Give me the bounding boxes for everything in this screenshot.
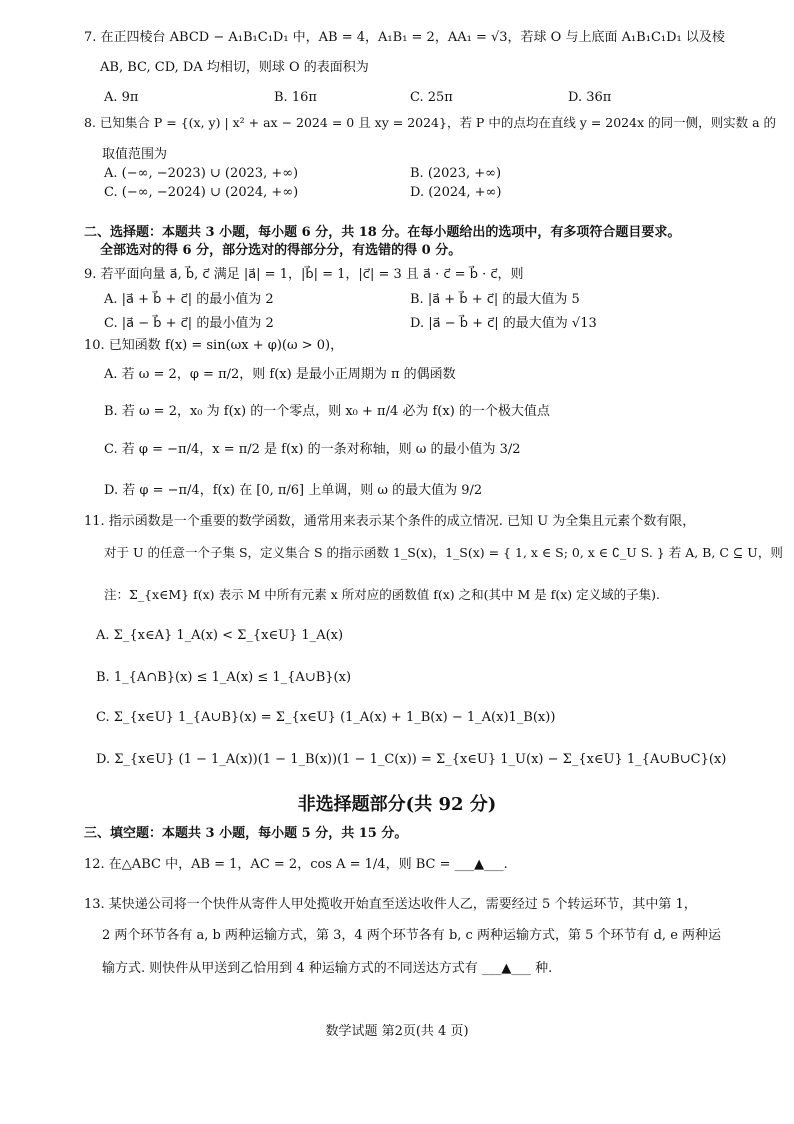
part2-title: 非选择题部分(共 92 分): [297, 794, 497, 815]
q10-option-b: B. 若 ω = 2，x₀ 为 f(x) 的一个零点，则 x₀ + π/4 必为 f(x) 的一个极大值点: [104, 404, 550, 419]
q13-line2: 2 两个环节各有 a, b 两种运输方式，第 3，4 两个环节各有 b, c 两种运输方式，第 5 个环节有 d, e 两种运: [102, 928, 722, 943]
q7-line1: 7. 在正四棱台 ABCD − A₁B₁C₁D₁ 中，AB = 4，A₁B₁ = 2，AA₁ = √3，若球 O 与上底面 A₁B₁C₁D₁ 以及棱: [84, 30, 725, 45]
q10-option-d: D. 若 φ = −π/4，f(x) 在 [0, π/6] 上单调，则 ω 的最大值为 9/2: [104, 483, 483, 498]
q7-option-d: D. 36π: [568, 90, 612, 105]
q11-option-a: A. Σ_{x∈A} 1_A(x) < Σ_{x∈U} 1_A(x): [96, 628, 344, 643]
q9-option-a: A. |a⃗ + b⃗ + c⃗| 的最小值为 2: [104, 292, 274, 307]
q8-line2: 取值范围为: [102, 147, 168, 162]
q8-line1: 8. 已知集合 P = {(x, y) | x² + ax − 2024 = 0 且 xy = 2024}，若 P 中的点均在直线 y = 2024x 的同一侧，则实数 a 的: [84, 115, 777, 130]
q13-line3: 输方式. 则快件从甲送到乙恰用到 4 种运输方式的不同送达方式有 ___▲___ 种.: [102, 961, 553, 976]
section3-heading: 三、填空题：本题共 3 小题，每小题 5 分，共 15 分。: [84, 826, 408, 841]
q9-stem: 9. 若平面向量 a⃗, b⃗, c⃗ 满足 |a⃗| = 1，|b⃗| = 1，|c⃗| = 3 且 a⃗ · c⃗ = b⃗ · c⃗，则: [84, 267, 524, 282]
q9-option-b: B. |a⃗ + b⃗ + c⃗| 的最大值为 5: [410, 292, 580, 307]
q10-option-c: C. 若 φ = −π/4，x = π/2 是 f(x) 的一条对称轴，则 ω 的最小值为 3/2: [104, 442, 521, 457]
q11-line2: 对于 U 的任意一个子集 S，定义集合 S 的指示函数 1_S(x)，1_S(x) = { 1, x ∈ S; 0, x ∈ ∁_U S. } 若 A, B, C ⊆ U，则: [104, 545, 783, 560]
q11-note: 注：Σ_{x∈M} f(x) 表示 M 中所有元素 x 所对应的函数值 f(x) 之和(其中 M 是 f(x) 定义域的子集).: [104, 587, 660, 602]
q8-option-b: B. (2023, +∞): [410, 166, 502, 181]
q7-option-a: A. 9π: [104, 90, 139, 105]
section2-line2: 全部选对的得 6 分，部分选对的得部分分，有选错的得 0 分。: [100, 243, 462, 258]
section2-line1: 二、选择题：本题共 3 小题，每小题 6 分，共 18 分。在每小题给出的选项中，有多项符合题目要求。: [84, 225, 681, 240]
q8-option-a: A. (−∞, −2023) ∪ (2023, +∞): [104, 166, 299, 181]
q11-option-b: B. 1_{A∩B}(x) ≤ 1_A(x) ≤ 1_{A∪B}(x): [96, 670, 352, 685]
q11-option-d: D. Σ_{x∈U} (1 − 1_A(x))(1 − 1_B(x))(1 − 1_C(x)) = Σ_{x∈U} 1_U(x) − Σ_{x∈U} 1_{A∪B∪C}(x): [96, 752, 727, 767]
q10-option-a: A. 若 ω = 2，φ = π/2，则 f(x) 是最小正周期为 π 的偶函数: [104, 367, 456, 382]
q9-option-d: D. |a⃗ − b⃗ + c⃗| 的最大值为 √13: [410, 316, 597, 331]
q11-option-c: C. Σ_{x∈U} 1_{A∪B}(x) = Σ_{x∈U} (1_A(x) + 1_B(x) − 1_A(x)1_B(x)): [96, 710, 556, 725]
page-footer: 数学试题 第2页(共 4 页): [325, 1024, 469, 1039]
q8-option-d: D. (2024, +∞): [410, 185, 502, 200]
q12: 12. 在△ABC 中，AB = 1，AC = 2，cos A = 1/4，则 BC = ___▲___.: [84, 857, 508, 872]
q11-line1: 11. 指示函数是一个重要的数学函数，通常用来表示某个条件的成立情况. 已知 U 为全集且元素个数有限，: [84, 514, 696, 529]
q10-stem: 10. 已知函数 f(x) = sin(ωx + φ)(ω > 0)，: [84, 338, 344, 353]
q7-line2: AB, BC, CD, DA 均相切，则球 O 的表面积为: [100, 60, 369, 75]
q7-option-c: C. 25π: [410, 90, 453, 105]
q8-option-c: C. (−∞, −2024) ∪ (2024, +∞): [104, 185, 299, 200]
q9-option-c: C. |a⃗ − b⃗ + c⃗| 的最小值为 2: [104, 316, 274, 331]
q7-option-b: B. 16π: [274, 90, 317, 105]
q13-line1: 13. 某快递公司将一个快件从寄件人甲处揽收开始直至送达收件人乙，需要经过 5 个转运环节，其中第 1，: [84, 897, 697, 912]
